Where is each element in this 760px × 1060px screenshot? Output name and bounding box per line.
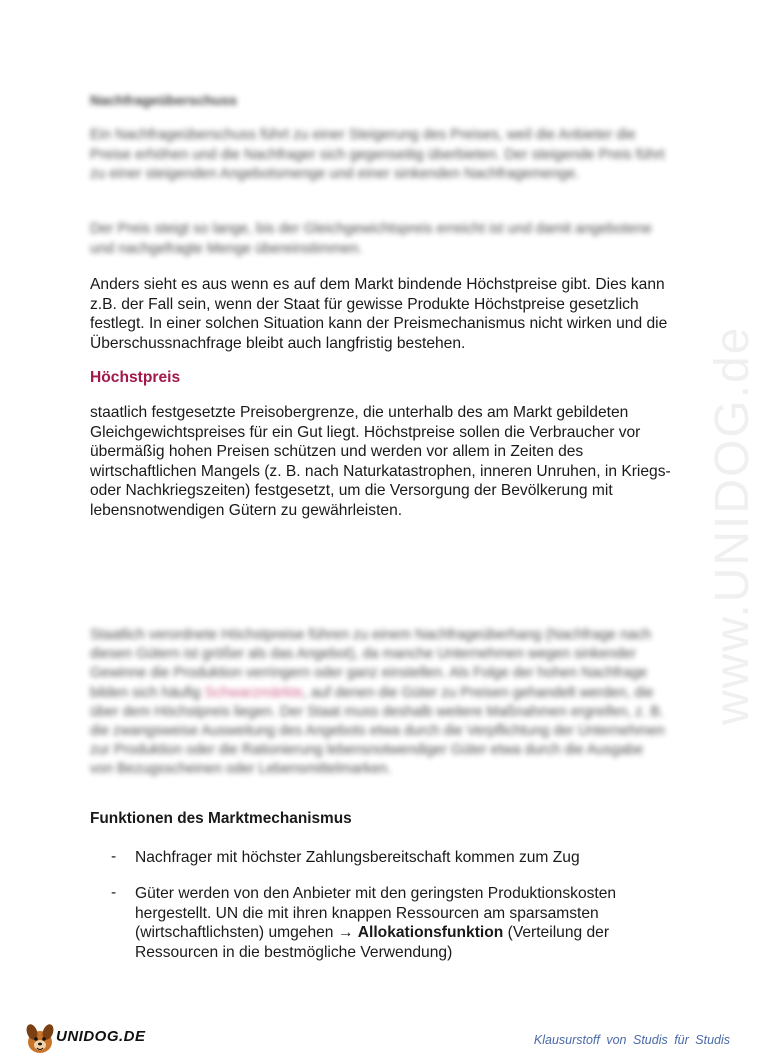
blurred-paragraph [90,626,670,780]
nachfrage-paragraph-2: Der Preis steigt so lange, bis der Gleichgewichtspreis erreicht ist und damit angebotene und nachgefragte Menge übereinstimmen. [90,221,652,257]
bullet-dash-1: - [111,848,117,865]
blurred-paragraph-text-1: Staatlich verordnete Höchstpreise führen zu einem Nachfrageüberhang (Nachfrage nach diesen Gütern ist größer als das Angebot), da manche Unternehmen wegen sinkender Gewinne die Produktion verringern oder ganz einstellen. Als Folge der hohen Nachfrage bilden sich häufig [90,627,652,701]
logo-text: UNIDOG.DE [56,1028,146,1045]
hoechstpreis-title: Höchstpreis [90,369,181,386]
funktionen-title: Funktionen des Marktmechanismus [90,810,352,827]
nachfrage-heading: Nachfrageüberschuss [90,92,238,108]
bullet-2-text-end: (Verteilung der Ressourcen in die bestmögliche Verwendung) [135,924,610,961]
bullet-item-1: Nachfrager mit höchster Zahlungsbereitschaft kommen zum Zug [135,849,580,866]
anders-paragraph: Anders sieht es aus wenn es auf dem Markt bindende Höchstpreise gibt. Dies kann z.B. der Fall sein, wenn der Staat für gewisse Produkte Höchstpreise gesetzlich festlegt. In einer solchen Situation kann der Preismechanismus nicht wirken und die Überschussnachfrage bleibt auch langfristig bestehen. [90,276,668,352]
hoechstpreis-definition: staatlich festgesetzte Preisobergrenze, die unterhalb des am Markt gebildeten Gleichgewichtspreises für ein Gut liegt. Höchstpreise sollen die Verbraucher vor übermäßig hohen Preisen schützen und werden vor allem in Zeiten des wirtschaftlichen Mangels (z. B. nach Naturkatastrophen, inneren Unruhen, in Kriegs- oder Nachkriegszeiten) festgesetzt, um die Versorgung der Bevölkerung mit lebensnotwendigen Gütern zu gewährleisten. [90,404,671,519]
footer-tagline: Klausurstoff von Studis für Studis [533,1033,730,1047]
blurred-paragraph-text-2: , auf denen die Güter zu Preisen gehandelt werden, die über dem Höchstpreis liegen. Der Staat muss deshalb weitere Maßnahmen ergreifen, z. B. die zwangsweise Ausweitung des Angebots etwa durch die Verpflichtung der Unternehmen zur Produktion oder die Rationierung lebensnotwendiger Güter etwa durch die Ausgabe von Bezugsscheinen oder Lebensmittelmarken. [90,684,665,778]
bullet-2-text: Güter werden von den Anbieter mit den geringsten Produktionskosten hergestellt. UN die mit ihren knappen Ressourcen am sparsamsten (wirtschaftlichsten) umgehen [135,885,617,942]
arrow-icon: → [337,924,354,942]
nachfrage-paragraph-1: Ein Nachfrageüberschuss führt zu einer Steigerung des Preises, weil die Anbieter die Preise erhöhen und die Nachfrager sich gegenseitig überbieten. Der steigende Preis führt zu einer steigenden Angebotsmenge und einer sinkenden Nachfragemenge. [90,127,665,182]
bullet-dash-2: - [111,884,117,901]
bullet-item-2 [135,884,695,962]
schwarzmaerkte-link[interactable]: Schwarzmärkte [204,684,303,701]
dog-logo-icon [20,1018,60,1058]
allokationsfunktion-label: Allokationsfunktion [357,924,504,942]
watermark: www.UNIDOG.de [706,325,759,725]
